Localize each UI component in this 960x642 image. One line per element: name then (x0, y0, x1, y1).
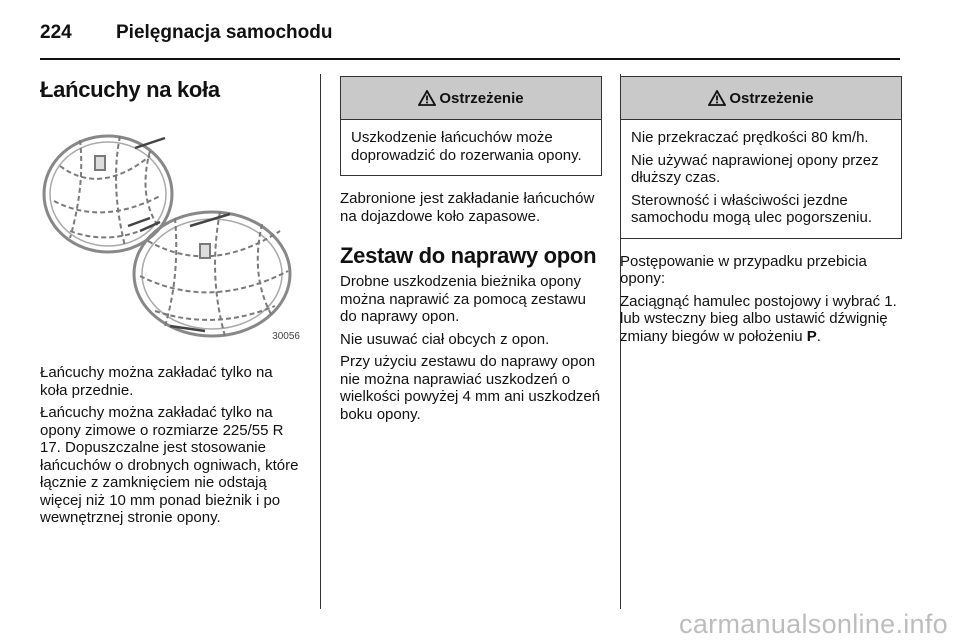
paragraph: Nie usuwać ciał obcych z opon. (340, 330, 550, 348)
figure-number: 30056 (272, 331, 300, 342)
warning-header (341, 77, 601, 120)
page-header (40, 18, 332, 48)
warning-body (341, 120, 601, 175)
paragraph: Łańcuchy można zakładać tylko na opony zimowe o rozmiarze 225/55 R 17. Dopuszczalne jest stosowanie łańcuchów o drobnych ogniwach, które łącznie z zamknięciem nie odstają więcej niż 10 mm ponad bieżnik i po wewnętrznej stronie opony. (40, 404, 299, 526)
warning-title: Ostrzeżenie (729, 89, 814, 107)
warning-box (340, 76, 602, 176)
warning-text: Nie używać naprawionej opony przez dłuższy czas. (631, 151, 879, 186)
paragraph (620, 293, 902, 346)
warning-text: Nie przekraczać prędkości 80 km/h. (631, 129, 869, 146)
column-3 (620, 76, 902, 350)
warning-title: Ostrzeżenie (439, 89, 524, 107)
paragraph: Drobne uszkodzenia bieżnika opony można naprawić za pomocą zestawu do naprawy opon. (340, 273, 586, 325)
paragraph: Łańcuchy można zakładać tylko na koła przednie. (40, 364, 273, 399)
warning-box (620, 76, 902, 239)
paragraph: Zabronione jest zakładanie łańcuchów na dojazdowe koło zapasowe. (340, 190, 595, 225)
column-2 (340, 76, 602, 428)
snow-chain-icon (40, 126, 302, 344)
paragraph: Przy użyciu zestawu do naprawy opon nie można naprawiać uszkodzeń o wielkości powyżej 4 mm ani uszkodzeń boku opony. (340, 353, 601, 423)
section-title-tire-repair-kit: Zestaw do naprawy opon (340, 243, 597, 268)
column-divider (320, 74, 321, 609)
section-title-snow-chains: Łańcuchy na koła (40, 77, 220, 102)
warning-triangle-icon (708, 90, 726, 106)
column-1 (40, 76, 302, 532)
warning-text: Uszkodzenie łańcuchów może doprowadzić do rozerwania opony. (351, 129, 582, 164)
page-number: 224 (40, 22, 72, 43)
watermark: carmanualsonline.info (679, 609, 948, 639)
warning-body (621, 120, 901, 238)
chapter-title: Pielęgnacja samochodu (116, 22, 333, 43)
snow-chains-illustration (40, 126, 302, 344)
paragraph-text: Zaciągnąć hamulec postojowy i wybrać 1. lub wsteczny bieg albo ustawić dźwignię zmiany biegów w położeniu (620, 292, 897, 345)
warning-triangle-icon (418, 90, 436, 106)
gear-position-p: P (806, 327, 817, 345)
warning-header (621, 77, 901, 120)
warning-text: Sterowność i właściwości jezdne samochodu mogą ulec pogorszeniu. (631, 191, 872, 226)
paragraph-period: . (816, 327, 821, 345)
header-rule (40, 58, 900, 60)
paragraph: Postępowanie w przypadku przebicia opony: (620, 252, 867, 287)
